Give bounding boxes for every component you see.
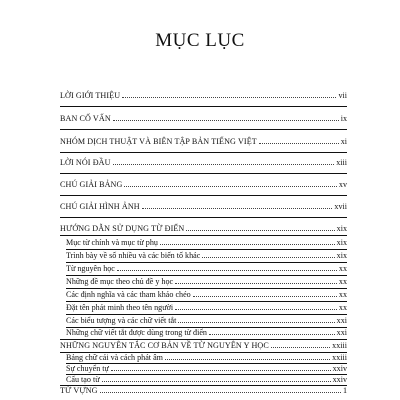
- toc-subentry: [66, 316, 347, 325]
- row-divider: [66, 314, 347, 315]
- toc-entry-label: LỜI GIỚI THIỆU: [60, 91, 121, 100]
- leader-dots: [142, 208, 333, 209]
- toc-entry-label: Sự chuyển tự: [66, 364, 109, 373]
- toc-entry-page: ix: [340, 114, 347, 123]
- row-divider: [60, 106, 347, 107]
- toc-entry-label: NHỮNG NGUYÊN TẮC CƠ BẢN VỀ TỪ NGUYÊN Y HỌC: [60, 341, 269, 350]
- toc-entry-page: xxiv: [332, 364, 347, 373]
- leader-dots: [209, 334, 335, 335]
- leader-dots: [160, 244, 335, 245]
- leader-dots: [117, 270, 337, 271]
- toc-entry-label: Những chữ viết tắt được dùng trong từ điển: [66, 328, 207, 337]
- toc-entry-label: Những đề mục theo chủ đề y học: [66, 277, 174, 286]
- toc-entry-label: HƯỚNG DẪN SỬ DỤNG TỪ ĐIỂN: [60, 224, 185, 233]
- toc-subentry: [66, 328, 347, 337]
- toc-entry-page: xx: [338, 264, 347, 273]
- leader-dots: [113, 164, 335, 165]
- leader-dots: [124, 186, 336, 187]
- leader-dots: [202, 257, 334, 258]
- leader-dots: [122, 97, 336, 98]
- toc-entry-page: xix: [336, 224, 347, 233]
- toc-entry-page: xxiv: [332, 375, 347, 384]
- toc-entry-page: xvii: [334, 202, 347, 211]
- toc-subentry: [66, 251, 347, 260]
- leader-dots: [271, 347, 330, 348]
- toc-entry: [60, 114, 347, 123]
- toc-entry-page: xxi: [336, 328, 347, 337]
- row-divider: [60, 217, 347, 218]
- leader-dots: [175, 283, 337, 284]
- toc-entry: [60, 202, 347, 211]
- leader-dots: [113, 120, 339, 121]
- toc-entry-label: NHÓM DỊCH THUẬT VÀ BIÊN TẬP BẢN TIẾNG VIỆT: [60, 137, 257, 146]
- toc-entry-page: xix: [336, 251, 347, 260]
- toc-entry-label: TỪ VỰNG: [60, 386, 98, 395]
- toc-entry: [60, 224, 347, 233]
- toc-entry-label: Trình bày về số nhiều và các biến tố khác: [66, 251, 201, 260]
- toc-entry-label: [60, 391, 95, 400]
- leader-dots: [175, 309, 337, 310]
- toc-entry-page: xx: [338, 277, 347, 286]
- toc-subentry: [66, 364, 347, 373]
- page-title: MỤC LỤC: [155, 30, 245, 51]
- toc-entry-page: xxiii: [332, 341, 347, 350]
- toc-entry-label: LỜI NÓI ĐẦU: [60, 158, 111, 167]
- row-divider: [66, 288, 347, 289]
- row-divider: [66, 262, 347, 263]
- leader-dots: [178, 322, 334, 323]
- toc-subentry: [66, 353, 347, 362]
- toc-entry-label: Mục từ chính và mục từ phụ: [66, 238, 158, 247]
- row-divider: [60, 195, 347, 196]
- toc-entry-page: xi: [340, 137, 347, 146]
- leader-dots: [186, 230, 334, 231]
- toc-entry-page: 1: [342, 386, 347, 395]
- leader-dots: [165, 359, 330, 360]
- row-divider: [60, 152, 347, 153]
- toc-entry-label: Cấu tạo từ: [66, 375, 100, 384]
- toc-entry-page: [331, 391, 347, 400]
- toc-entry-label: Đặt tên phát minh theo tên người: [66, 303, 174, 312]
- toc-entry-page: xx: [338, 303, 347, 312]
- leader-dots: [111, 370, 331, 371]
- toc-entry: [60, 158, 347, 167]
- toc-entry-page: xv: [338, 180, 347, 189]
- toc-entry-page: xx: [338, 290, 347, 299]
- toc-subentry: [66, 277, 347, 286]
- toc-entry: [60, 91, 347, 100]
- row-divider: [60, 129, 347, 130]
- leader-dots: [97, 397, 329, 398]
- row-divider: [66, 249, 347, 250]
- toc-entry-page: xxiii: [332, 353, 347, 362]
- leader-dots: [102, 381, 331, 382]
- toc-entry-page: xiii: [336, 158, 347, 167]
- row-divider: [66, 301, 347, 302]
- leader-dots: [259, 143, 339, 144]
- toc-entry-page: xix: [336, 238, 347, 247]
- toc-entry-label: CHÚ GIẢI BẢNG: [60, 180, 123, 189]
- toc-entry-label: Các biểu tượng và các chữ viết tắt: [66, 316, 177, 325]
- toc-entry-page: vii: [338, 91, 347, 100]
- leader-dots: [193, 296, 337, 297]
- row-divider: [66, 275, 347, 276]
- toc-subentry: [66, 303, 347, 312]
- toc-subentry: [66, 290, 347, 299]
- toc-entry-label: Bảng chữ cái và cách phát âm: [66, 353, 163, 362]
- toc-entry-label: CHÚ GIẢI HÌNH ẢNH: [60, 202, 140, 211]
- row-divider: [60, 339, 347, 340]
- toc-entry-label: BAN CỐ VẤN: [60, 114, 111, 123]
- toc-subentry: [66, 264, 347, 273]
- toc-entry: [60, 180, 347, 189]
- toc-subentry: [66, 375, 347, 384]
- row-divider: [60, 173, 347, 174]
- toc-entry-page: xxi: [336, 316, 347, 325]
- toc-entry: [60, 341, 347, 350]
- toc-entry-label: Các định nghĩa và các tham khảo chéo: [66, 290, 191, 299]
- toc-entry: [60, 137, 347, 146]
- toc-entry-label: Từ nguyên học: [66, 264, 115, 273]
- toc-subentry: [66, 238, 347, 247]
- row-divider: [60, 235, 347, 236]
